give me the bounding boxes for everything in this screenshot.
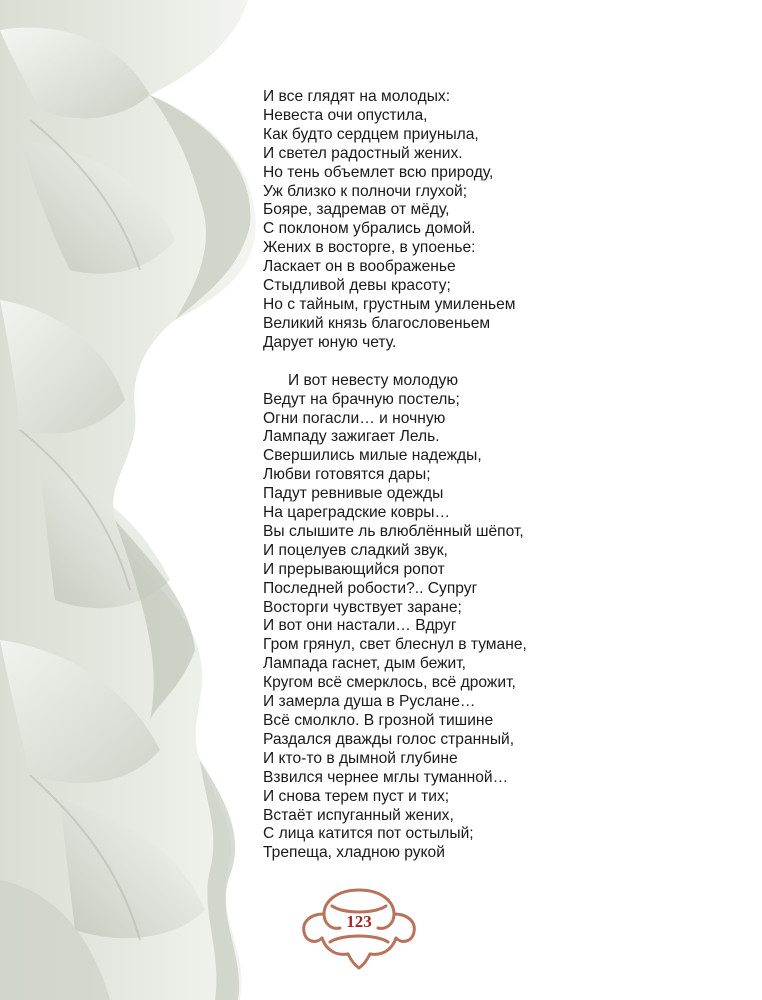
verse-line: И все глядят на молодых: — [263, 88, 451, 105]
verse-line: Лампаду зажигает Лель. — [263, 428, 440, 446]
verse-line: Последней робости?.. Супруг — [263, 579, 478, 597]
poem-text — [263, 88, 723, 863]
verse-line: Восторги чувствует заране; — [263, 598, 462, 616]
verse-line: Бояре, задремав от мёду, — [263, 201, 450, 219]
verse-line: Любви готовятся дары; — [263, 466, 431, 484]
verse-line: И замерла душа в Руслане… — [263, 693, 476, 711]
stanza-2 — [263, 372, 723, 864]
verse-line: Стыдливой девы красоту; — [263, 277, 451, 295]
verse-line: Дарует юную чету. — [263, 333, 397, 351]
verse-line: И кто-то в дымной глубине — [263, 749, 458, 767]
verse-line: Но тень объемлет всю природу, — [263, 163, 494, 181]
verse-line: С лица катится пот остылый; — [263, 825, 474, 843]
verse-line: И вот невесту молодую — [288, 371, 459, 389]
verse-line: Взвился чернее мглы туманной… — [263, 768, 509, 786]
verse-line: Гром грянул, свет блеснул в тумане, — [263, 636, 527, 654]
verse-line: Всё смолкло. В грозной тишине — [263, 712, 494, 729]
verse-line: Огни погасли… и ночную — [263, 409, 446, 427]
verse-line: И снова терем пуст и тих; — [263, 787, 450, 805]
verse-line: Падут ревнивые одежды — [263, 485, 444, 503]
verse-line: Кругом всё смерклось, всё дрожит, — [263, 674, 516, 692]
verse-line: Ведут на брачную постель; — [263, 390, 460, 408]
verse-line: И светел радостный жених. — [263, 144, 463, 162]
verse-line: Как будто сердцем приуныла, — [263, 125, 479, 143]
verse-line: С поклоном убрались домой. — [263, 220, 476, 238]
verse-line: И прерывающийся ропот — [263, 560, 445, 578]
verse-line: На цареградские ковры… — [263, 504, 451, 522]
verse-line: Жених в восторге, в упоенье: — [263, 239, 476, 257]
verse-line: Но с тайным, грустным умиленьем — [263, 295, 516, 313]
verse-line: Невеста очи опустила, — [263, 106, 428, 124]
page-number: 123 — [346, 912, 372, 931]
verse-line: Встаёт испуганный жених, — [263, 806, 454, 824]
verse-line: Ласкает он в воображенье — [263, 258, 456, 276]
verse-line: И вот они настали… Вдруг — [263, 617, 457, 635]
stanza-1 — [263, 88, 723, 353]
verse-line: Вы слышите ль влюблённый шёпот, — [263, 522, 524, 540]
verse-line: Лампада гаснет, дым бежит, — [263, 655, 467, 673]
verse-line: Великий князь благословеньем — [263, 314, 491, 332]
verse-line: Трепеща, хладною рукой — [263, 844, 445, 862]
verse-line: Раздался дважды голос странный, — [263, 730, 515, 748]
verse-line: Уж близко к полночи глухой; — [263, 182, 468, 200]
verse-line: И поцелуев сладкий звук, — [263, 541, 448, 559]
verse-line: Свершились милые надежды, — [263, 447, 482, 465]
